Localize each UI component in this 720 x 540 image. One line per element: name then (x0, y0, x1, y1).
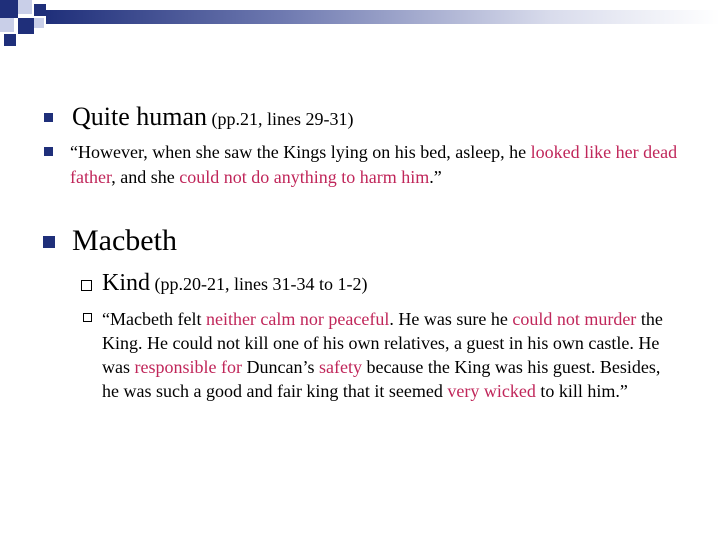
decor-square (18, 0, 32, 14)
square-bullet-icon (44, 113, 53, 122)
quote-text: . He was sure he (389, 309, 513, 329)
bullet-quite-human (72, 102, 354, 132)
quote-text: to kill him.” (535, 381, 628, 401)
square-bullet-icon (44, 147, 53, 156)
page-reference: (pp.20-21, lines 31-34 to 1-2) (150, 274, 368, 294)
decor-square (0, 0, 18, 18)
highlighted-text: could not murder (512, 309, 637, 329)
decor-square (34, 18, 44, 28)
highlighted-text: safety (318, 357, 362, 377)
sub-bullet-main-text: Kind (102, 270, 150, 296)
quote-text: “However, when she saw the Kings lying on his bed, asleep, he (70, 142, 531, 162)
bullet-macbeth: Macbeth (72, 224, 177, 257)
header-gradient-bar (46, 10, 720, 24)
quote-text: Duncan’s (241, 357, 319, 377)
hollow-square-bullet-icon (81, 280, 92, 291)
quote-text: the King. He could not kill one of his own relatives, a guest in his own castle. He was (102, 309, 663, 377)
decor-square (18, 18, 34, 34)
quote-text: , and she (111, 167, 180, 187)
highlighted-text: very wicked (447, 381, 536, 401)
decor-square (0, 18, 14, 32)
hollow-square-bullet-icon (83, 313, 92, 322)
quote-text: “Macbeth felt (102, 309, 206, 329)
quote-macbeth (102, 307, 672, 403)
highlighted-text: responsible for (134, 357, 242, 377)
bullet-main-text: Quite human (72, 102, 208, 131)
page-reference: (pp.21, lines 29-31) (207, 109, 354, 129)
decor-square (4, 34, 16, 46)
highlighted-text: neither calm nor peaceful (205, 309, 390, 329)
square-bullet-icon (43, 236, 55, 248)
quote-text: because the King was his guest. Besides, he was such a good and fair king that it seemed (102, 357, 661, 401)
quote-text: .” (429, 167, 442, 187)
highlighted-text: looked like her dead father (70, 142, 678, 187)
quote-lady-macbeth (70, 140, 690, 190)
decor-square (34, 4, 46, 16)
highlighted-text: could not do anything to harm him (179, 167, 430, 187)
sub-bullet-kind (102, 270, 367, 297)
